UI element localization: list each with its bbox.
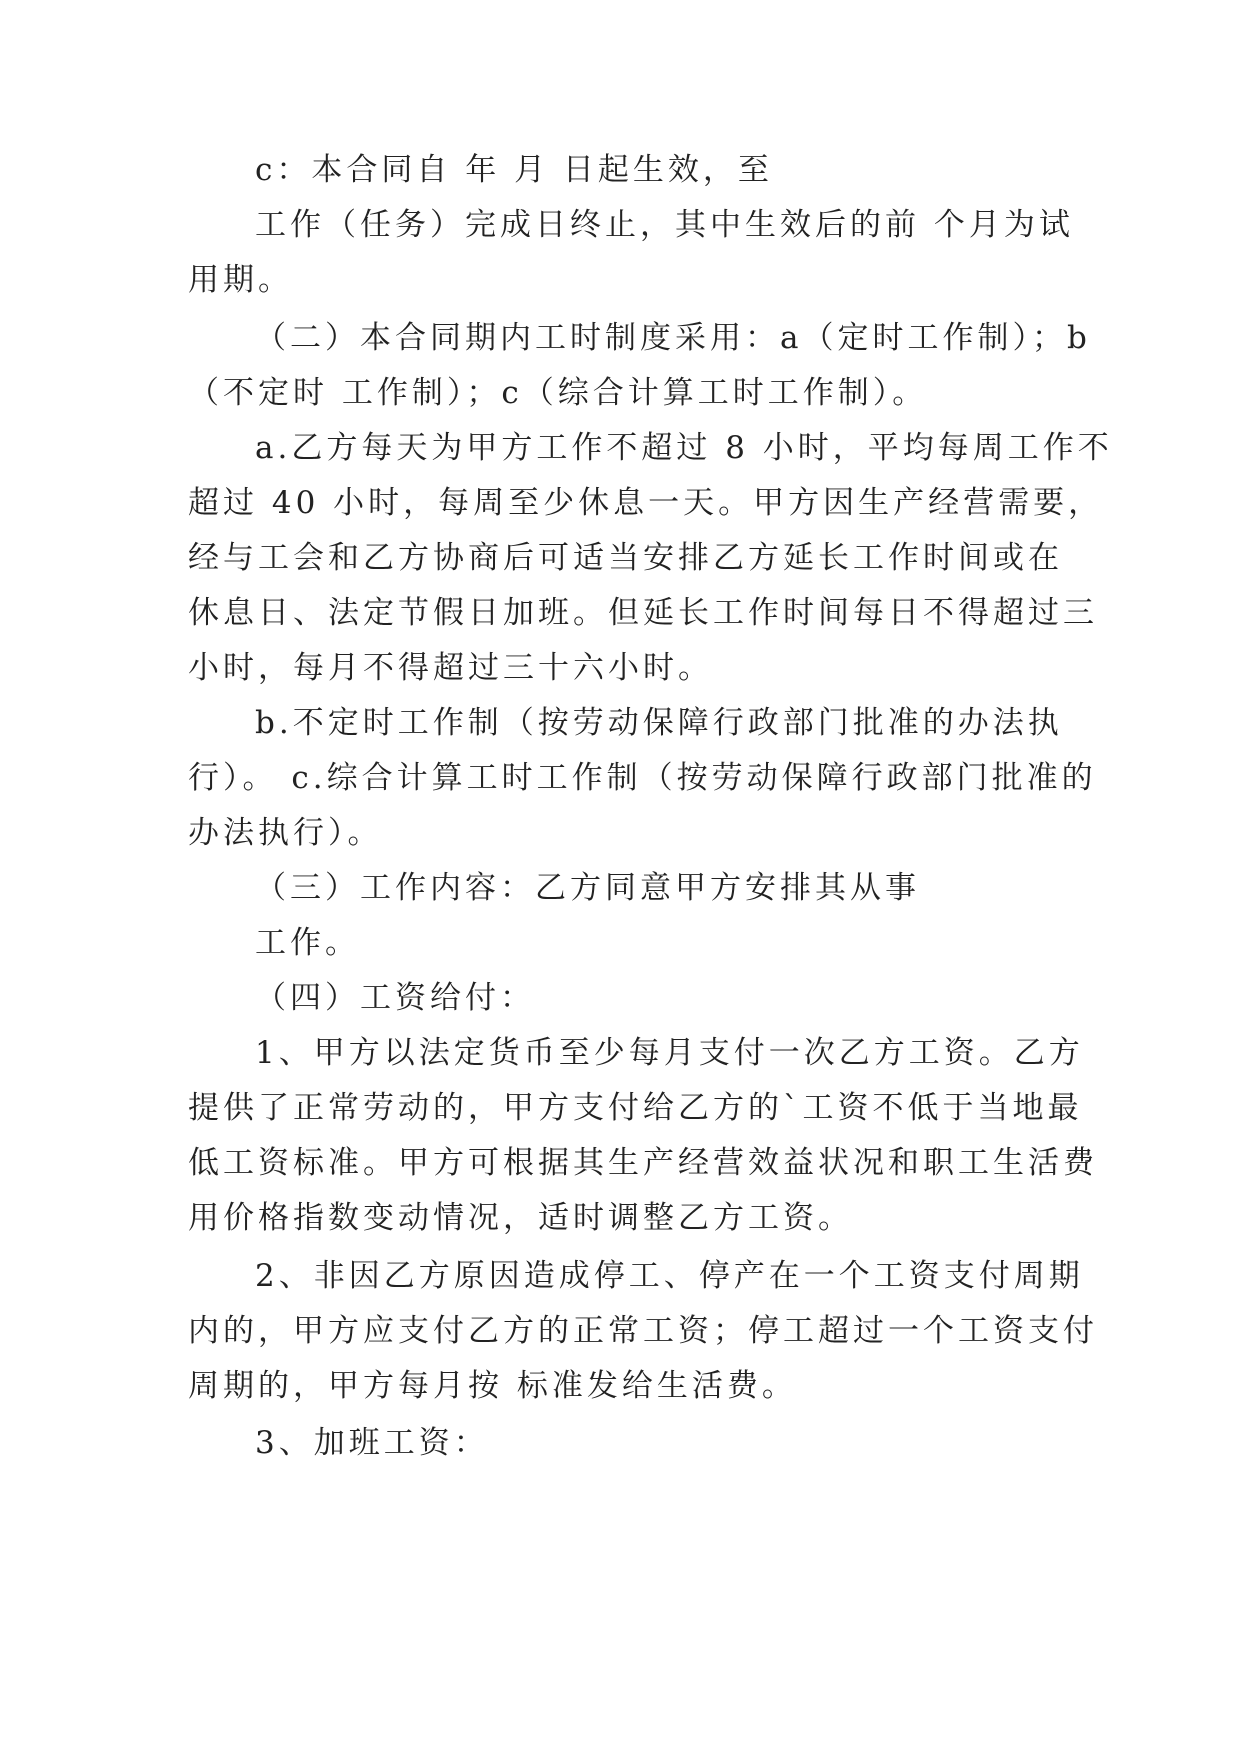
text-line: （不定时 工作制）；c（综合计算工时工作制）。: [188, 375, 928, 411]
text-line: 用价格指数变动情况，适时调整乙方工资。: [188, 1200, 853, 1236]
text-line: （二）本合同期内工时制度采用：a（定时工作制）；b: [255, 320, 1091, 356]
text-line: 小时，每月不得超过三十六小时。: [188, 650, 713, 686]
text-line: （三）工作内容：乙方同意甲方安排其从事: [255, 870, 920, 906]
text-line: 2、非因乙方原因造成停工、停产在一个工资支付周期: [255, 1258, 1084, 1294]
text-line: 经与工会和乙方协商后可适当安排乙方延长工作时间或在: [188, 540, 1063, 576]
text-line: 办法执行）。: [188, 815, 383, 851]
text-line: a.乙方每天为甲方工作不超过 8 小时，平均每周工作不: [255, 430, 1113, 466]
text-line: 工作。: [255, 925, 360, 961]
text-line: 用期。: [188, 262, 293, 298]
text-line: b.不定时工作制（按劳动保障行政部门批准的办法执: [255, 705, 1063, 741]
text-line: 行）。 c.综合计算工时工作制（按劳动保障行政部门批准的: [188, 760, 1097, 796]
text-line: 工作（任务）完成日终止，其中生效后的前 个月为试: [255, 207, 1074, 243]
text-line: 低工资标准。甲方可根据其生产经营效益状况和职工生活费: [188, 1145, 1098, 1181]
text-line: 提供了正常劳动的，甲方支付给乙方的`工资不低于当地最: [188, 1090, 1083, 1126]
text-line: 超过 40 小时，每周至少休息一天。甲方因生产经营需要，: [188, 485, 1104, 521]
text-line: c：本合同自 年 月 日起生效，至: [255, 152, 773, 188]
text-line: 休息日、法定节假日加班。但延长工作时间每日不得超过三: [188, 595, 1098, 631]
text-line: 周期的，甲方每月按 标准发给生活费。: [188, 1368, 797, 1404]
text-line: 1、甲方以法定货币至少每月支付一次乙方工资。乙方: [255, 1035, 1084, 1071]
text-line: 3、加班工资：: [255, 1425, 489, 1461]
text-line: （四）工资给付：: [255, 980, 535, 1016]
text-line: 内的，甲方应支付乙方的正常工资；停工超过一个工资支付: [188, 1313, 1098, 1349]
